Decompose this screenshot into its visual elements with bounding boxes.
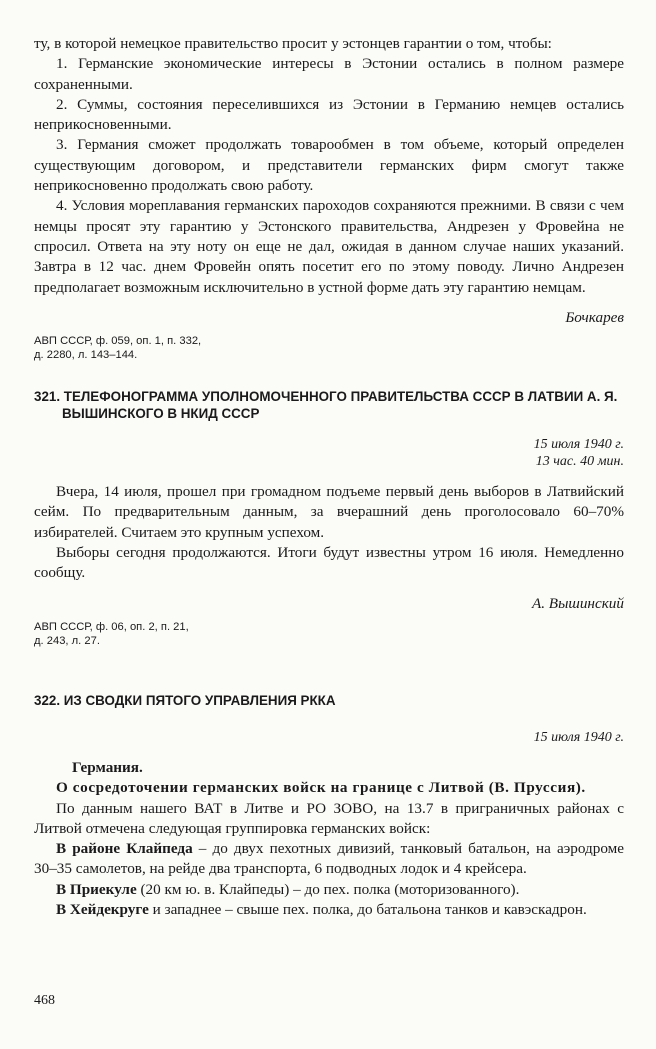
document-320-continuation	[34, 34, 624, 362]
document-321	[34, 388, 624, 648]
intro-point: 4. Условия мореплавания германских пароходов сохраняются прежними. В связи с чем немцы просят эту гарантию у Эстонского правительства, Андрезен у Фровейна не спросил. Ответа на эту ноту он еще не дал, ожидая в данном случае наших указаний. Завтра в 12 час. днем Фровейн опять посетит его по этому поводу. Лично Андрезен предполагает возможным исключительно в устной форме дать эту гарантию немцам.	[34, 197, 624, 296]
document-date: 15 июля 1940 г.	[533, 437, 624, 453]
report-subtitle: О сосредоточении германских войск на границе с Литвой (В. Пруссия).	[56, 779, 586, 797]
document-heading: 321. ТЕЛЕФОНОГРАММА УПОЛНОМОЧЕННОГО ПРАВИТЕЛЬСТВА СССР В ЛАТВИИ А. Я. ВЫШИНСКОГО В НКИД СССР	[34, 389, 618, 422]
country-heading: Германия.	[72, 758, 143, 776]
archive-source: АВП СССР, ф. 059, оп. 1, п. 332, д. 2280, л. 143–144.	[34, 335, 202, 362]
document-time: 13 час. 40 мин.	[535, 454, 624, 470]
intro-line: ту, в которой немецкое правительство просит у эстонцев гарантии о том, чтобы:	[34, 35, 552, 52]
document-heading: 322. ИЗ СВОДКИ ПЯТОГО УПРАВЛЕНИЯ РККА	[34, 692, 336, 708]
signature-vyshinsky: А. Вышинский	[531, 594, 624, 612]
area-item: В Приекуле (20 км ю. в. Клайпеды) – до пех. полка (моторизованного).	[56, 880, 520, 898]
signature-bochkarev: Бочкарев	[565, 308, 624, 326]
body-paragraph: Вчера, 14 июля, прошел при громадном подъеме первый день выборов в Латвийский сейм. По предварительным данным, за вчерашний день проголосовало 60–70% избирателей. Считаем это крупным успехом.	[34, 483, 624, 541]
document-322	[34, 692, 624, 920]
body-paragraph: По данным нашего ВАТ в Литве и РО ЗОВО, на 13.7 в приграничных районах с Литвой отмечена следующая группировка германских войск:	[34, 799, 624, 837]
intro-point: 2. Суммы, состояния переселившихся из Эстонии в Германию немцев остались неприкосновенными.	[34, 95, 624, 134]
body-paragraph: Выборы сегодня продолжаются. Итоги будут известны утром 16 июля. Немедленно сообщу.	[34, 544, 624, 582]
document-page	[34, 34, 624, 920]
intro-point: 1. Германские экономические интересы в Эстонии остались в полном размере сохраненными.	[34, 55, 624, 93]
area-item: В районе Клайпеда – до двух пехотных дивизий, танковый батальон, на аэродроме 30–35 самолетов, на рейде два транспорта, 6 подводных лодок и 4 крейсера.	[34, 840, 625, 878]
intro-point: 3. Германия сможет продолжать товарообмен в том объеме, который определен существующим договором, и представители германских фирм смогут также неприкосновенно продолжать свою работу.	[34, 136, 624, 195]
area-item: В Хейдекруге и западнее – свыше пех. полка, до батальона танков и кавэскадрон.	[56, 901, 587, 919]
page-number: 468	[34, 993, 55, 1008]
archive-source: АВП СССР, ф. 06, оп. 2, п. 21, д. 243, л. 27.	[34, 620, 189, 647]
document-date: 15 июля 1940 г.	[533, 729, 624, 745]
